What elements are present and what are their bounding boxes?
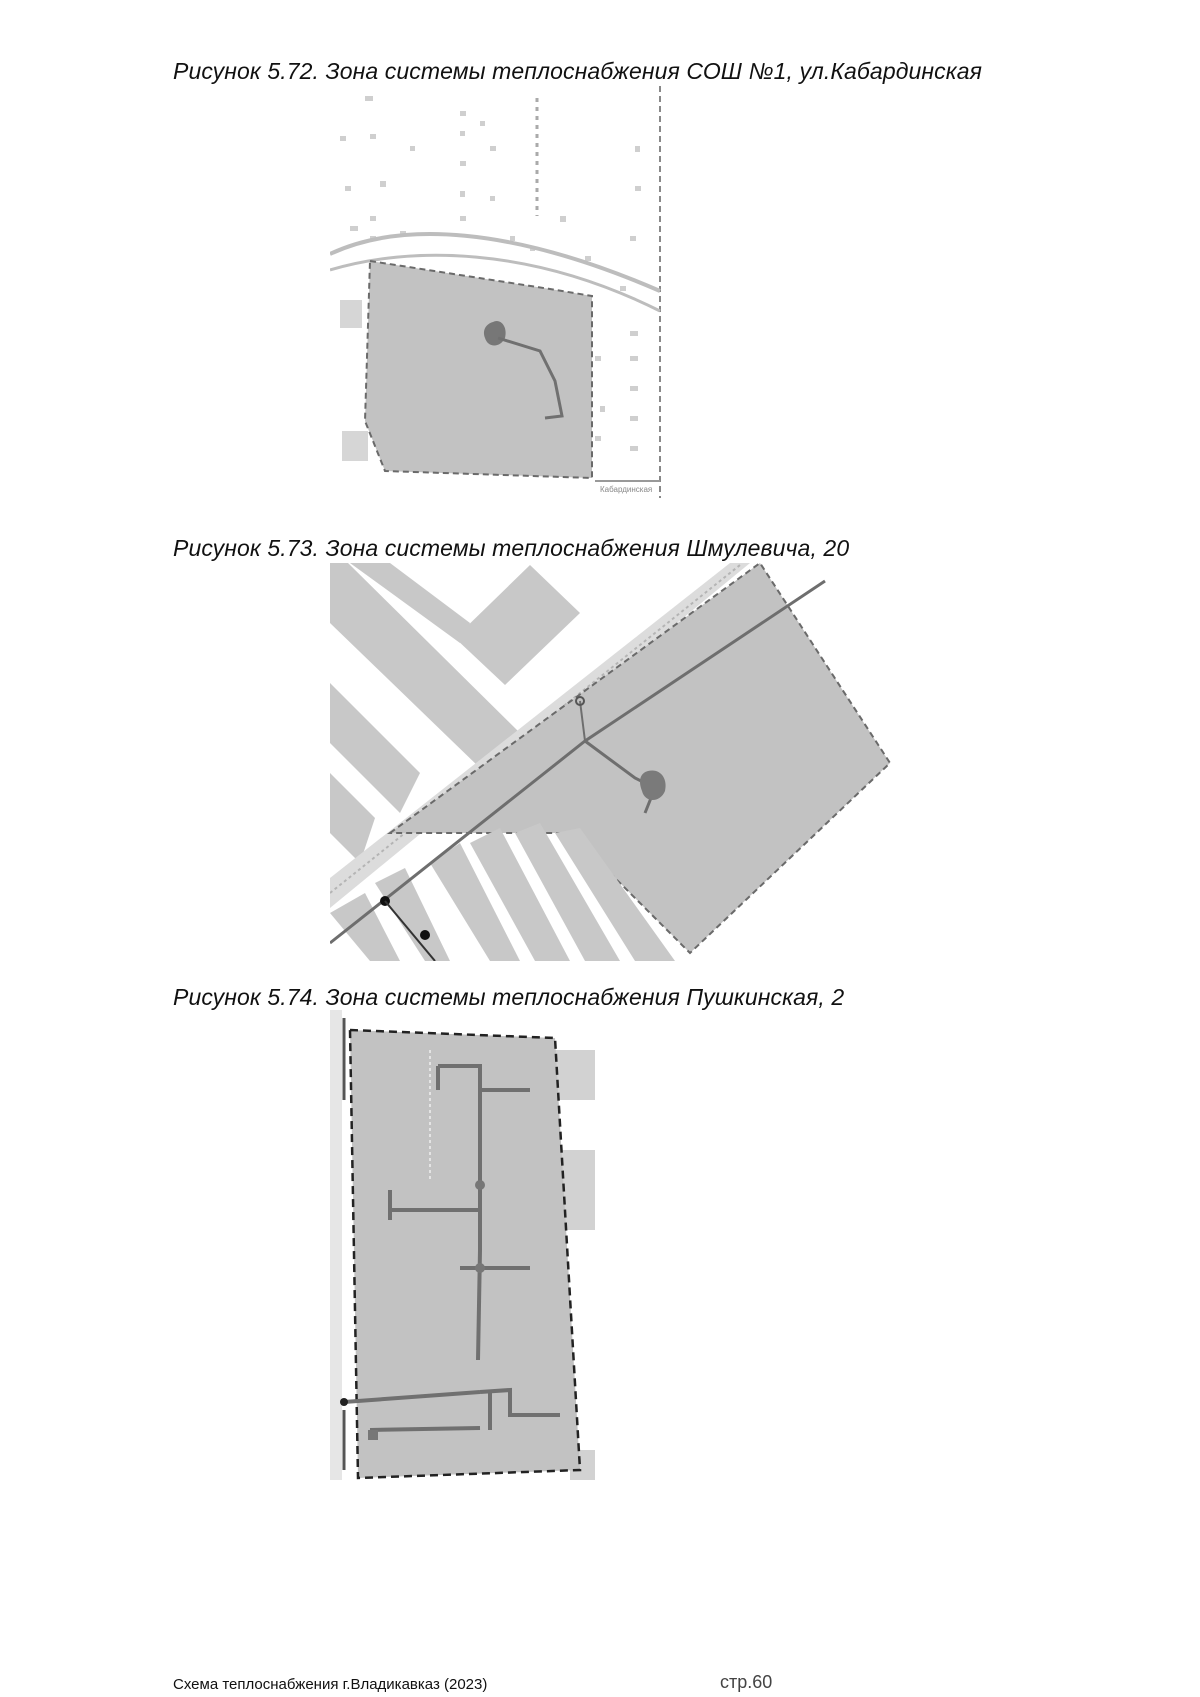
footer-title: Схема теплоснабжения г.Владикавказ (2023) xyxy=(173,1676,488,1693)
map-figure-5-73 xyxy=(330,563,900,961)
node-marker xyxy=(475,1263,485,1273)
building-outside xyxy=(340,300,362,328)
heat-supply-zone xyxy=(365,261,592,478)
map-figure-5-72 xyxy=(330,86,670,504)
building-block xyxy=(455,565,580,685)
heat-supply-zone xyxy=(350,1030,580,1478)
node-marker xyxy=(340,1398,348,1406)
node-marker xyxy=(368,1430,378,1440)
page-number: стр.60 xyxy=(720,1672,773,1692)
node-marker xyxy=(420,930,430,940)
building-outside xyxy=(555,1050,595,1100)
figure-caption-1: Рисунок 5.72. Зона системы теплоснабжения СОШ №1, ул.Кабардинская xyxy=(173,58,983,84)
figure-caption-3: Рисунок 5.74. Зона системы теплоснабжения Пушкинская, 2 xyxy=(173,984,845,1010)
map-figure-5-74 xyxy=(330,1010,600,1490)
building-outside xyxy=(342,431,368,461)
node-marker xyxy=(475,1180,485,1190)
street-label: Кабардинская xyxy=(600,485,653,494)
figure-caption-2: Рисунок 5.73. Зона системы теплоснабжения Шмулевича, 20 xyxy=(173,535,850,561)
